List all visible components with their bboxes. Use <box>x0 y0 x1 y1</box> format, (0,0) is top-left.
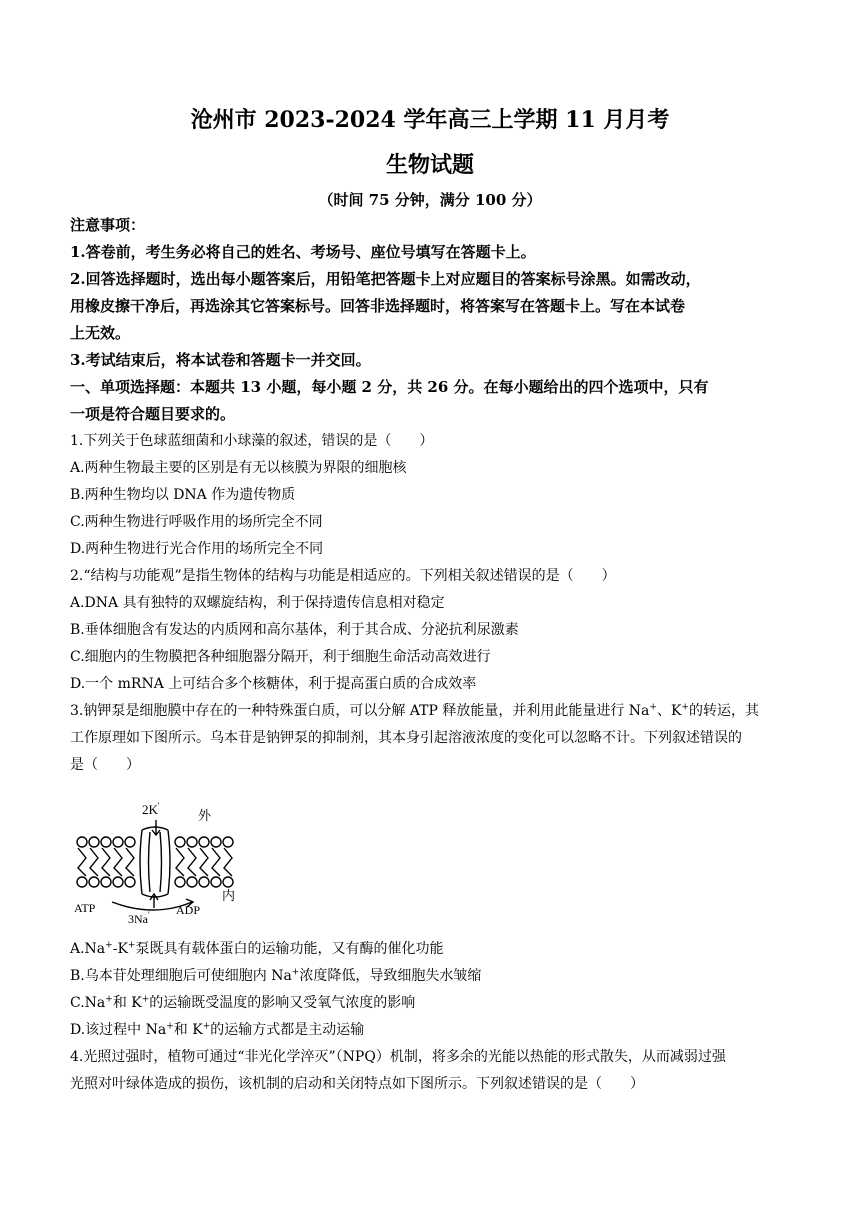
q3-option-b: B.乌本苷处理细胞后可使细胞内 Na+浓度降低，导致细胞失水皱缩 <box>70 967 482 984</box>
inside-label: 内 <box>222 888 236 903</box>
adp-label: ADP <box>176 903 201 917</box>
q1-option-c: C.两种生物进行呼吸作用的场所完全不同 <box>70 514 323 530</box>
note-3: 3.考试结束后，将本试卷和答题卡一并交回。 <box>70 351 371 369</box>
q1-option-a: A.两种生物最主要的区别是有无以核膜为界限的细胞核 <box>70 460 407 476</box>
q2-option-c: C.细胞内的生物膜把各种细胞器分隔开，利于细胞生命活动高效进行 <box>70 649 491 665</box>
na-label: 3Na' <box>128 910 150 925</box>
q1-stem: 1.下列关于色球蓝细菌和小球藻的叙述，错误的是（ ） <box>70 433 434 449</box>
exam-subject: 生物试题 <box>385 152 474 178</box>
sodium-potassium-pump-figure <box>72 790 242 925</box>
q3-stem-line-1: 3.钠钾泵是细胞膜中存在的一种特殊蛋白质，可以分解 ATP 释放能量，并利用此能量进行 Na+、K+的转运，其 <box>70 702 759 719</box>
section-1-heading-cont: 一项是符合题目要求的。 <box>70 405 236 423</box>
k-label: 2K' <box>142 801 160 817</box>
notes-heading: 注意事项： <box>70 216 146 234</box>
q3-option-d: D.该过程中 Na+和 K+的运输方式都是主动运输 <box>70 1021 365 1038</box>
q3-option-a: A.Na+-K+泵既具有载体蛋白的运输功能，又有酶的催化功能 <box>70 940 444 957</box>
note-2-line-3: 上无效。 <box>70 324 131 342</box>
q3-stem-line-2: 工作原理如下图所示。乌本苷是钠钾泵的抑制剂，其本身引起溶液浓度的变化可以忽略不计。下列叙述错误的 <box>70 730 742 746</box>
q3-stem-line-3: 是（ ） <box>70 757 140 773</box>
q1-option-d: D.两种生物进行光合作用的场所完全不同 <box>70 541 324 557</box>
outside-label: 外 <box>198 808 212 823</box>
exam-title: 沧州市 2023-2024 学年高三上学期 11 月月考 <box>190 107 670 133</box>
exam-time-info: （时间 75 分钟，满分 100 分） <box>318 191 542 209</box>
lower-lipid-heads <box>77 877 233 887</box>
atp-label: ATP <box>74 901 96 915</box>
q2-option-b: B.垂体细胞含有发达的内质网和高尔基体，利于其合成、分泌抗利尿激素 <box>70 622 519 638</box>
note-2-line-1: 2.回答选择题时，选出每小题答案后，用铅笔把答题卡上对应题目的答案标号涂黑。如需改动， <box>70 270 701 288</box>
q1-option-b: B.两种生物均以 DNA 作为遗传物质 <box>70 487 296 503</box>
section-1-heading: 一、单项选择题：本题共 13 小题，每小题 2 分，共 26 分。在每小题给出的四个选项中，只有 <box>70 378 709 396</box>
q4-stem-line-1: 4.光照过强时，植物可通过“非光化学淬灭”（NPQ）机制，将多余的光能以热能的形式散失，从而减弱过强 <box>70 1049 726 1065</box>
pump-protein <box>140 827 170 897</box>
note-1: 1.答卷前，考生务必将自己的姓名、考场号、座位号填写在答题卡上。 <box>70 243 536 261</box>
q3-option-c: C.Na+和 K+的运输既受温度的影响又受氧气浓度的影响 <box>70 994 416 1011</box>
q2-option-d: D.一个 mRNA 上可结合多个核糖体，利于提高蛋白质的合成效率 <box>70 676 477 692</box>
q2-stem: 2.“结构与功能观”是指生物体的结构与功能是相适应的。下列相关叙述错误的是（ ） <box>70 568 616 584</box>
upper-lipid-heads <box>77 837 233 847</box>
note-2-line-2: 用橡皮擦干净后，再选涂其它答案标号。回答非选择题时，将答案写在答题卡上。写在本试卷 <box>70 297 686 315</box>
q4-stem-line-2: 光照对叶绿体造成的损伤，该机制的启动和关闭特点如下图所示。下列叙述错误的是（ ） <box>70 1076 644 1092</box>
q2-option-a: A.DNA 具有独特的双螺旋结构，利于保持遗传信息相对稳定 <box>70 595 445 611</box>
